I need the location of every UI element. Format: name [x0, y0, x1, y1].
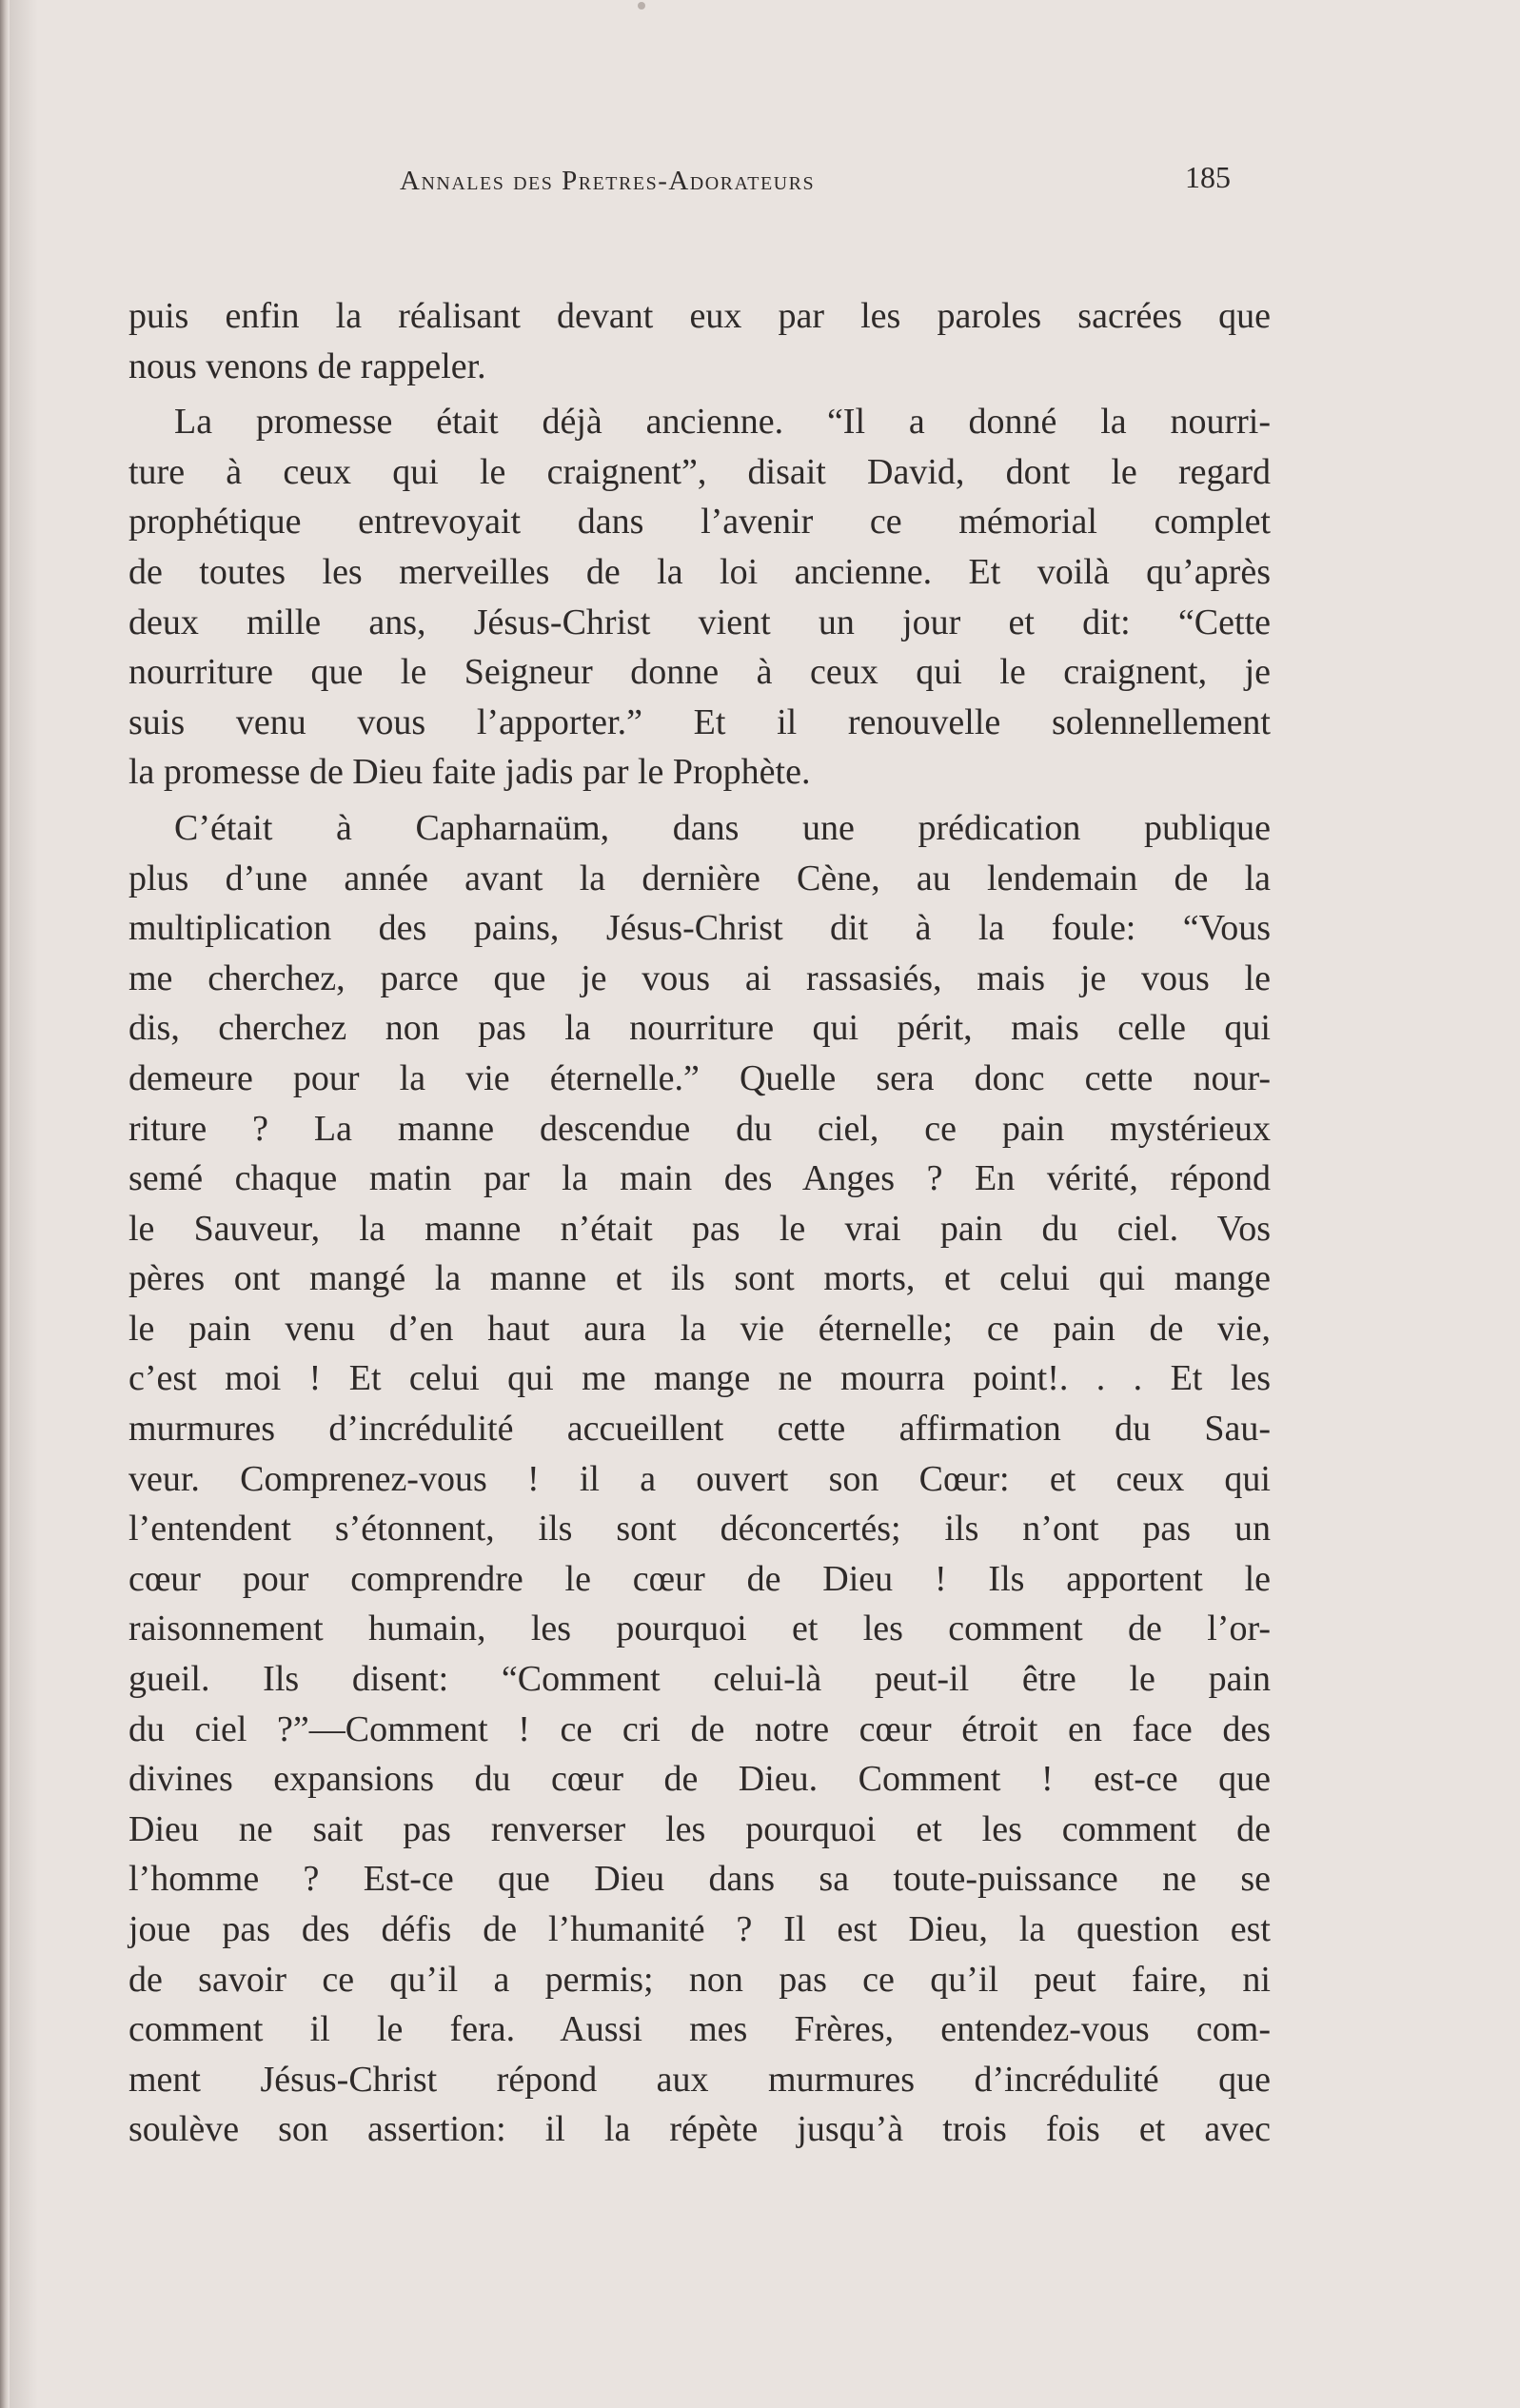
text-line: joue pas des défis de l’humanité ? Il est Dieu, la question est	[128, 1909, 1271, 1949]
text-line: du ciel ?”—Comment ! ce cri de notre cœur étroit en face des	[128, 1708, 1271, 1749]
text-line: ment Jésus-Christ répond aux murmures d’incrédulité que	[128, 2059, 1271, 2100]
text-line: l’entendent s’étonnent, ils sont déconcertés; ils n’ont pas un	[128, 1509, 1271, 1549]
text-line: suis venu vous l’apporter.” Et il renouvelle solennellement	[128, 701, 1271, 742]
text-line: puis enfin la réalisant devant eux par les paroles sacrées que	[128, 296, 1271, 336]
text-line: c’est moi ! Et celui qui me mange ne mourra point!. . . Et les	[128, 1358, 1271, 1399]
text-line: comment il le fera. Aussi mes Frères, entendez-vous com-	[128, 2009, 1271, 2050]
text-line: nous venons de rappeler.	[128, 345, 486, 386]
text-line: soulève son assertion: il la répète jusqu’à trois fois et avec	[128, 2109, 1271, 2150]
text-line: plus d’une année avant la dernière Cène, au lendemain de la	[128, 858, 1271, 898]
text-line: murmures d’incrédulité accueillent cette affirmation du Sau-	[128, 1409, 1271, 1450]
text-line: Dieu ne sait pas renverser les pourquoi et les comment de	[128, 1808, 1271, 1849]
text-line: multiplication des pains, Jésus-Christ dit à la foule: “Vous	[128, 908, 1271, 949]
text-line: prophétique entrevoyait dans l’avenir ce mémorial complet	[128, 502, 1271, 543]
text-line: nourriture que le Seigneur donne à ceux qui le craignent, je	[128, 652, 1271, 693]
text-line: de savoir ce qu’il a permis; non pas ce qu’il peut faire, ni	[128, 1959, 1271, 2000]
text-line: semé chaque matin par la main des Anges ? En vérité, répond	[128, 1158, 1271, 1199]
text-line: veur. Comprenez-vous ! il a ouvert son Cœur: et ceux qui	[128, 1458, 1271, 1499]
text-line: l’homme ? Est-ce que Dieu dans sa toute-puissance ne se	[128, 1859, 1271, 1900]
paragraph	[128, 291, 1271, 391]
text-line: pères ont mangé la manne et ils sont morts, et celui qui mange	[128, 1258, 1271, 1299]
page-edge	[0, 0, 10, 2408]
page-header	[133, 160, 1256, 207]
paragraph	[128, 803, 1271, 2155]
text-line: la promesse de Dieu faite jadis par le Prophète.	[128, 752, 811, 793]
text-line: dis, cherchez non pas la nourriture qui périt, mais celle qui	[128, 1008, 1271, 1049]
text-line: divines expansions du cœur de Dieu. Comment ! est-ce que	[128, 1759, 1271, 1800]
text-line: gueil. Ils disent: “Comment celui-là peut-il être le pain	[128, 1659, 1271, 1700]
text-line: cœur pour comprendre le cœur de Dieu ! Ils apportent le	[128, 1558, 1271, 1599]
text-line: ture à ceux qui le craignent”, disait David, dont le regard	[128, 451, 1271, 492]
running-head: Annales des Pretres-Adorateurs	[400, 166, 816, 196]
text-line: le Sauveur, la manne n’était pas le vrai pain du ciel. Vos	[128, 1208, 1271, 1249]
text-line: le pain venu d’en haut aura la vie éternelle; ce pain de vie,	[128, 1308, 1271, 1349]
text-line: raisonnement humain, les pourquoi et les comment de l’or-	[128, 1609, 1271, 1649]
text-line: C’était à Capharnaüm, dans une prédication publique	[174, 807, 1271, 848]
text-line: me cherchez, parce que je vous ai rassasiés, mais je vous le	[128, 957, 1271, 998]
paragraph	[128, 397, 1271, 798]
text-line: deux mille ans, Jésus-Christ vient un jour et dit: “Cette	[128, 602, 1271, 642]
text-line: La promesse était déjà ancienne. “Il a donné la nourri-	[174, 402, 1271, 443]
body-text	[128, 291, 1271, 2155]
text-line: de toutes les merveilles de la loi ancienne. Et voilà qu’après	[128, 551, 1271, 592]
text-line: riture ? La manne descendue du ciel, ce pain mystérieux	[128, 1108, 1271, 1149]
paper-speck	[638, 2, 645, 10]
text-line: demeure pour la vie éternelle.” Quelle sera donc cette nour-	[128, 1057, 1271, 1098]
page-number: 185	[1185, 160, 1231, 194]
